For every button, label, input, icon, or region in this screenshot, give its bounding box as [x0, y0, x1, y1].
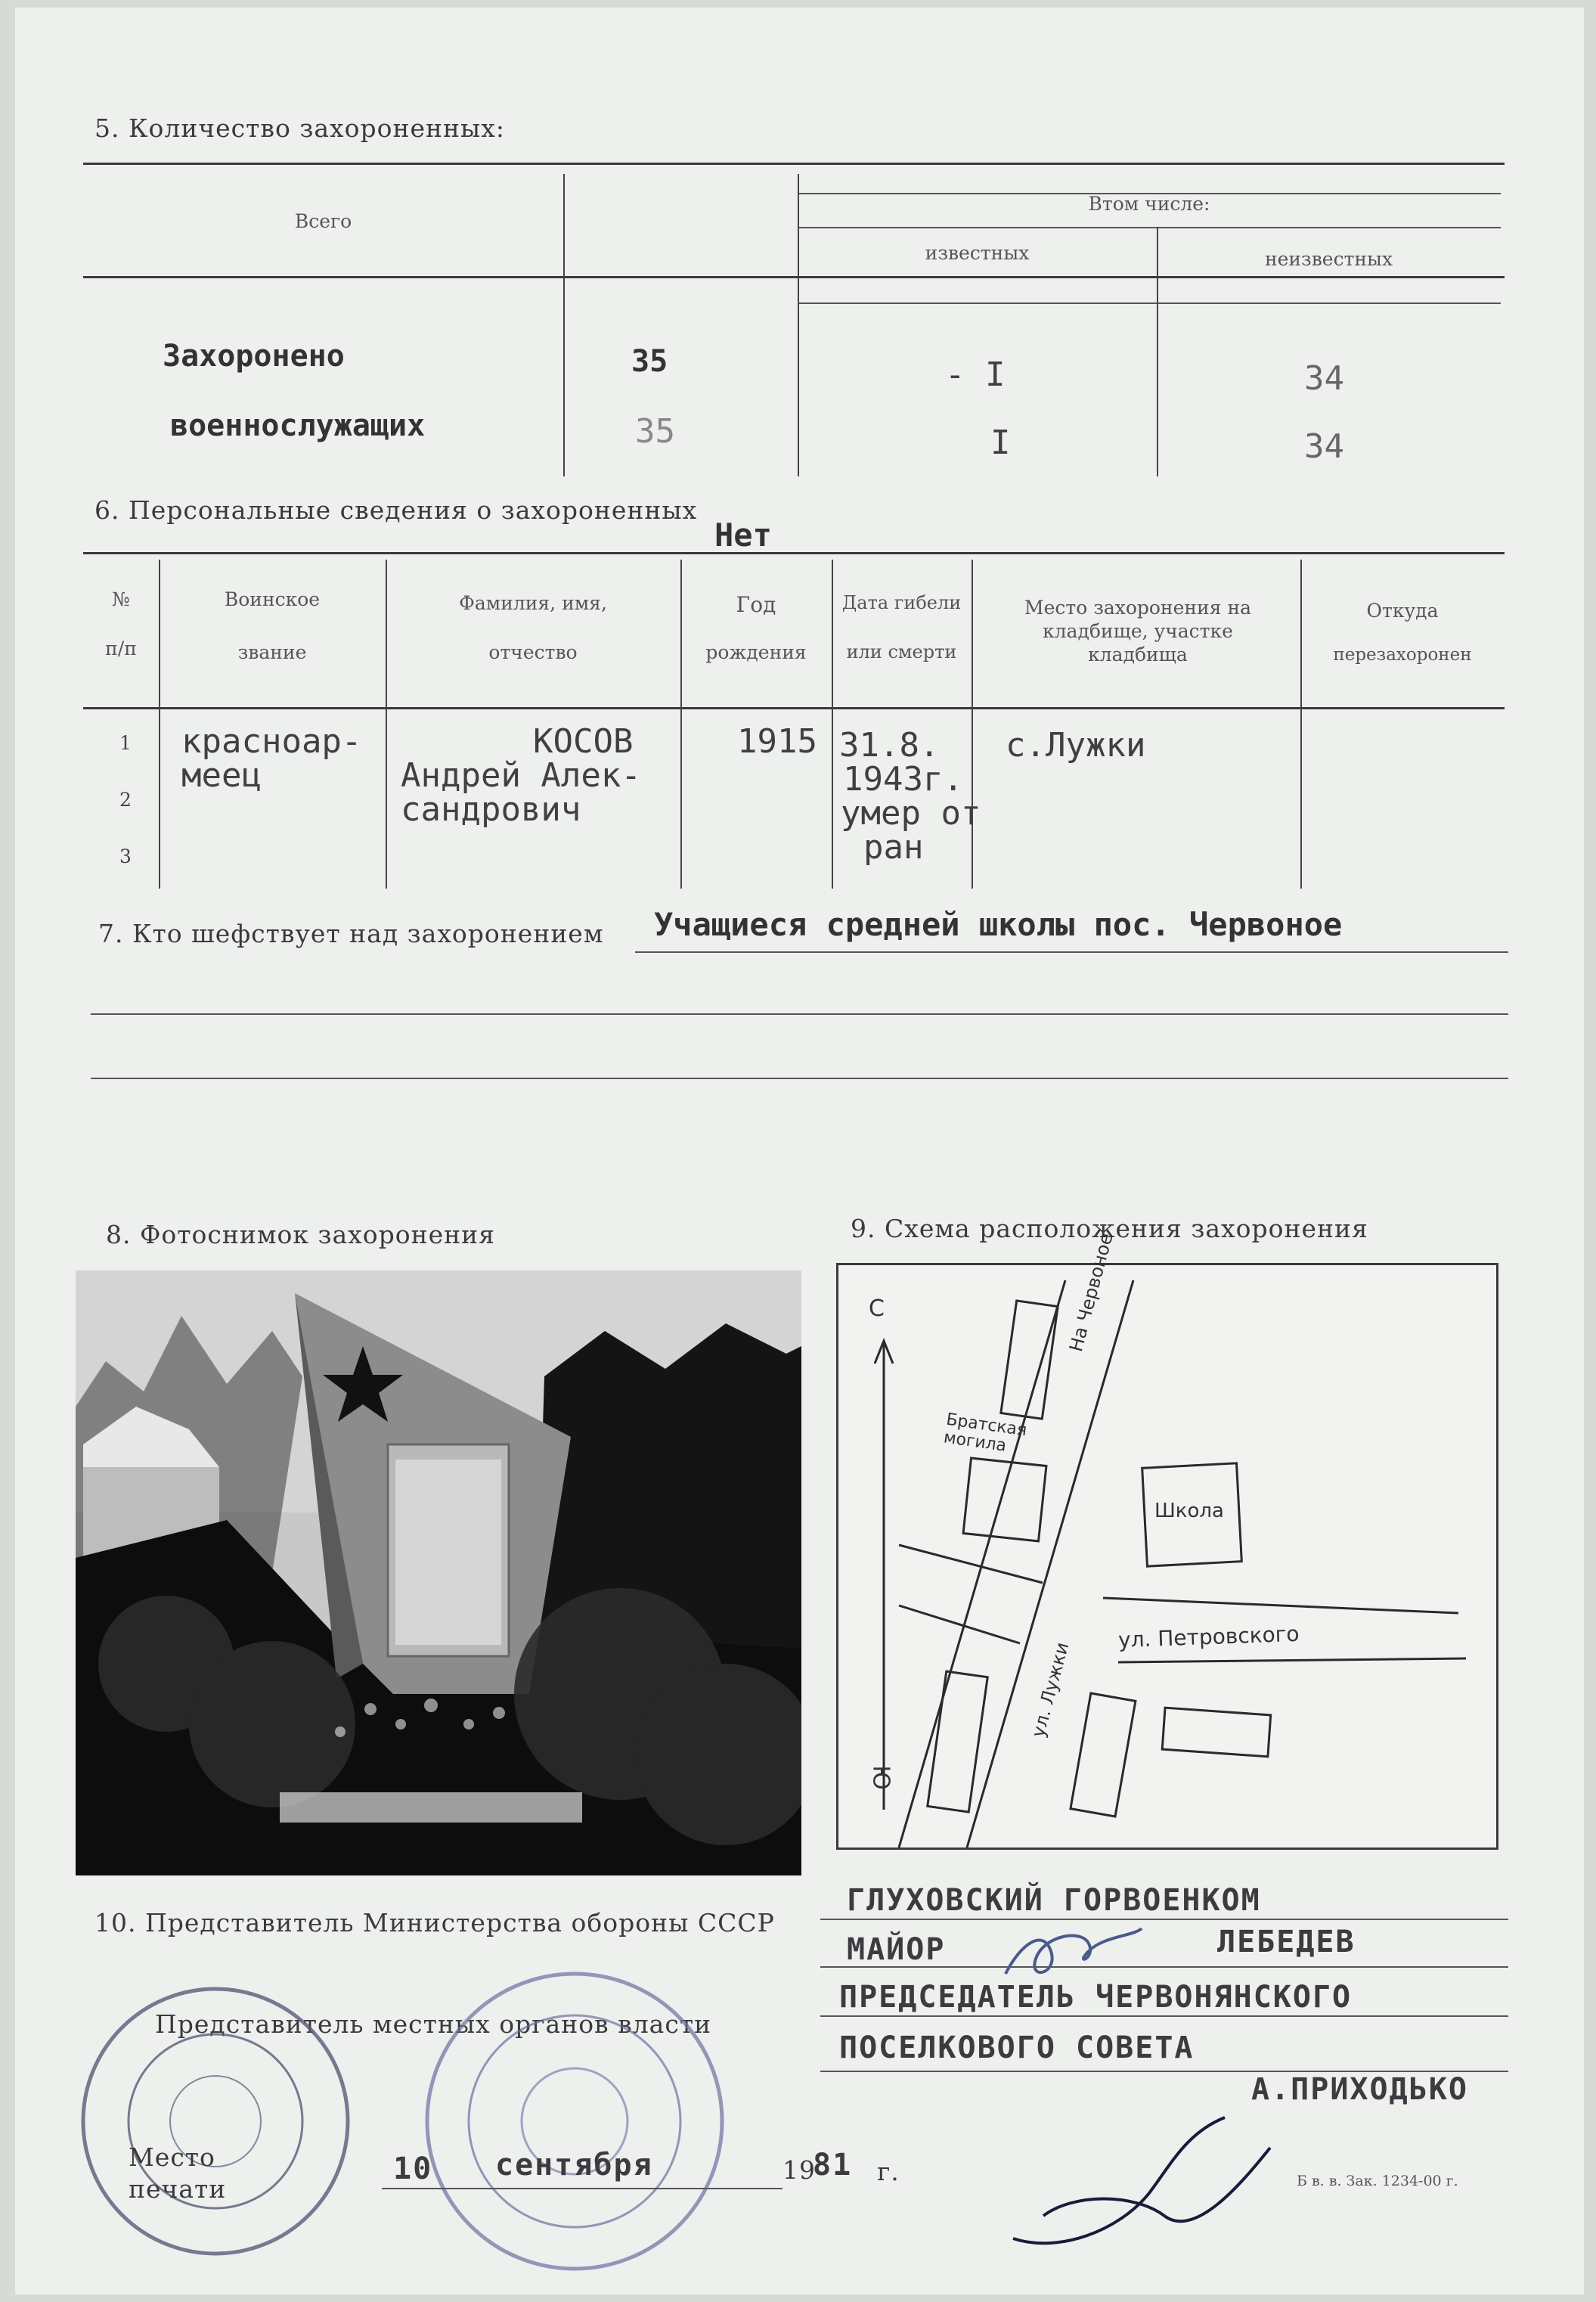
- seal-place-label-1: Место: [129, 2142, 215, 2172]
- mod-line-2b: ЛЕБЕДЕВ: [1217, 1925, 1356, 1959]
- unknown-value-2: 34: [1304, 427, 1344, 466]
- local-line-2: ПОСЕЛКОВОГО СОВЕТА: [839, 2031, 1195, 2065]
- table5-subheader-line: [798, 227, 1501, 228]
- scheme-drawing: [838, 1265, 1496, 1847]
- table5-vline-2: [798, 174, 799, 476]
- mod-underline-2: [820, 1966, 1508, 1968]
- print-note: Б в. в. Зак. 1234-00 г.: [1297, 2173, 1458, 2189]
- row-label-buried: Захоронено: [163, 339, 345, 374]
- entry-name-1: КОСОВ: [533, 722, 634, 761]
- burial-photo: [76, 1270, 801, 1875]
- local-authority-title: Представитель местных органов власти: [155, 2009, 712, 2039]
- col-known-header: известных: [925, 242, 1030, 264]
- mass-grave-label: Братская могила: [942, 1410, 1028, 1456]
- location-scheme: [836, 1230, 1498, 1850]
- entry-death-3: умер от: [841, 794, 981, 833]
- hdr-name-2: отчество: [488, 641, 578, 663]
- table5-subheader-bottom: [798, 302, 1501, 304]
- hdr-place: Место захоронения на кладбище, участке кладбища: [1024, 597, 1252, 665]
- hdr-from-1: Откуда: [1366, 600, 1439, 622]
- entry-rank-1: красноар-: [181, 722, 362, 761]
- section10-title: 10. Представитель Министерства обороны СССР: [95, 1908, 775, 1937]
- total-value-1: 35: [631, 344, 668, 379]
- known-value-1: - I: [945, 355, 1006, 394]
- street-luzhki-label: ул. Лужки: [1027, 1640, 1074, 1740]
- col-total-header: Всего: [294, 210, 352, 232]
- row-number-2: 2: [119, 789, 132, 811]
- hdr-num-2: п/п: [105, 638, 137, 659]
- hdr-from-2: перезахоронен: [1333, 645, 1472, 665]
- hdr-year-1: Год: [736, 592, 776, 617]
- hdr-num-1: №: [112, 588, 130, 610]
- table6-vline-5: [972, 560, 973, 889]
- hdr-death-2: или смерти: [846, 641, 957, 662]
- hdr-name-1: Фамилия, имя,: [459, 592, 607, 614]
- hdr-rank-1: Воинское: [224, 588, 321, 610]
- hdr-death-1: Дата гибели: [841, 592, 962, 613]
- date-year-prefix: 19: [783, 2155, 816, 2185]
- local-line-1: ПРЕДСЕДАТЕЛЬ ЧЕРВОНЯНСКОГО: [839, 1980, 1353, 2015]
- section7-value: Учащиеся средней школы пос. Червоное: [654, 906, 1343, 943]
- table5-header-line: [83, 276, 1505, 278]
- section7-line-1: [635, 951, 1508, 953]
- mod-line-1: ГЛУХОВСКИЙ ГОРВОЕНКОМ: [847, 1883, 1261, 1918]
- entry-burial-place: с.Лужки: [1006, 726, 1146, 765]
- date-day: 10: [393, 2152, 433, 2186]
- section7-title: 7. Кто шефствует над захоронением: [98, 919, 604, 948]
- south-label: Ю: [867, 1765, 894, 1790]
- section6-note: Нет: [714, 517, 772, 554]
- section5-title: 5. Количество захороненных:: [95, 113, 506, 143]
- entry-death-2: 1943г.: [843, 760, 963, 799]
- row-number-3: 3: [119, 845, 132, 867]
- section7-line-2: [91, 1013, 1508, 1015]
- total-value-2: 35: [635, 412, 675, 451]
- school-label: Школа: [1154, 1500, 1224, 1522]
- mod-line-2a: МАЙОР: [847, 1932, 946, 1967]
- local-underline-1: [820, 2015, 1508, 2017]
- entry-name-3: сандрович: [401, 790, 581, 829]
- table5-top-line: [83, 163, 1505, 165]
- col-unknown-header: неизвестных: [1264, 248, 1393, 270]
- section7-line-3: [91, 1078, 1508, 1079]
- entry-birth-year: 1915: [737, 722, 817, 761]
- row-label-servicemen: военнослужащих: [170, 408, 426, 443]
- north-label: С: [869, 1295, 885, 1322]
- mod-underline-1: [820, 1919, 1508, 1920]
- round-stamp-right: [416, 1966, 733, 2276]
- known-value-2: I: [990, 423, 1011, 462]
- date-year: 81: [813, 2148, 853, 2183]
- round-stamp-left: [76, 1981, 355, 2261]
- entry-death-4: ран: [863, 828, 924, 867]
- street-petrovskogo-label: ул. Петровского: [1117, 1621, 1300, 1653]
- table5-vline-1: [563, 174, 565, 476]
- entry-death-1: 31.8.: [839, 726, 940, 765]
- local-line-3: А.ПРИХОДЬКО: [1251, 2072, 1468, 2107]
- mod-signature: [998, 1913, 1149, 1989]
- local-signature: [998, 2102, 1285, 2269]
- entry-name-2: Андрей Алек-: [401, 756, 641, 795]
- section9-title: 9. Схема расположения захоронения: [851, 1214, 1368, 1243]
- hdr-year-2: рождения: [705, 641, 807, 663]
- hdr-rank-2: звание: [237, 641, 307, 663]
- section8-title: 8. Фотоснимок захоронения: [106, 1220, 495, 1249]
- date-suffix: г.: [877, 2157, 900, 2186]
- unknown-value-1: 34: [1304, 359, 1344, 398]
- date-month: сентября: [495, 2148, 653, 2183]
- table6-top-line: [83, 552, 1505, 554]
- seal-place-label-2: печати: [129, 2174, 227, 2204]
- row-number-1: 1: [119, 732, 132, 754]
- date-underline: [382, 2188, 783, 2189]
- table6-header-line: [83, 707, 1505, 709]
- monument-photo-illustration: [76, 1270, 801, 1875]
- entry-rank-2: меец: [181, 756, 262, 795]
- section6-title: 6. Персональные сведения о захороненных: [95, 495, 698, 525]
- road-to-label: На Червоное: [1065, 1230, 1117, 1354]
- col-including-header: Втом числе:: [1088, 193, 1210, 215]
